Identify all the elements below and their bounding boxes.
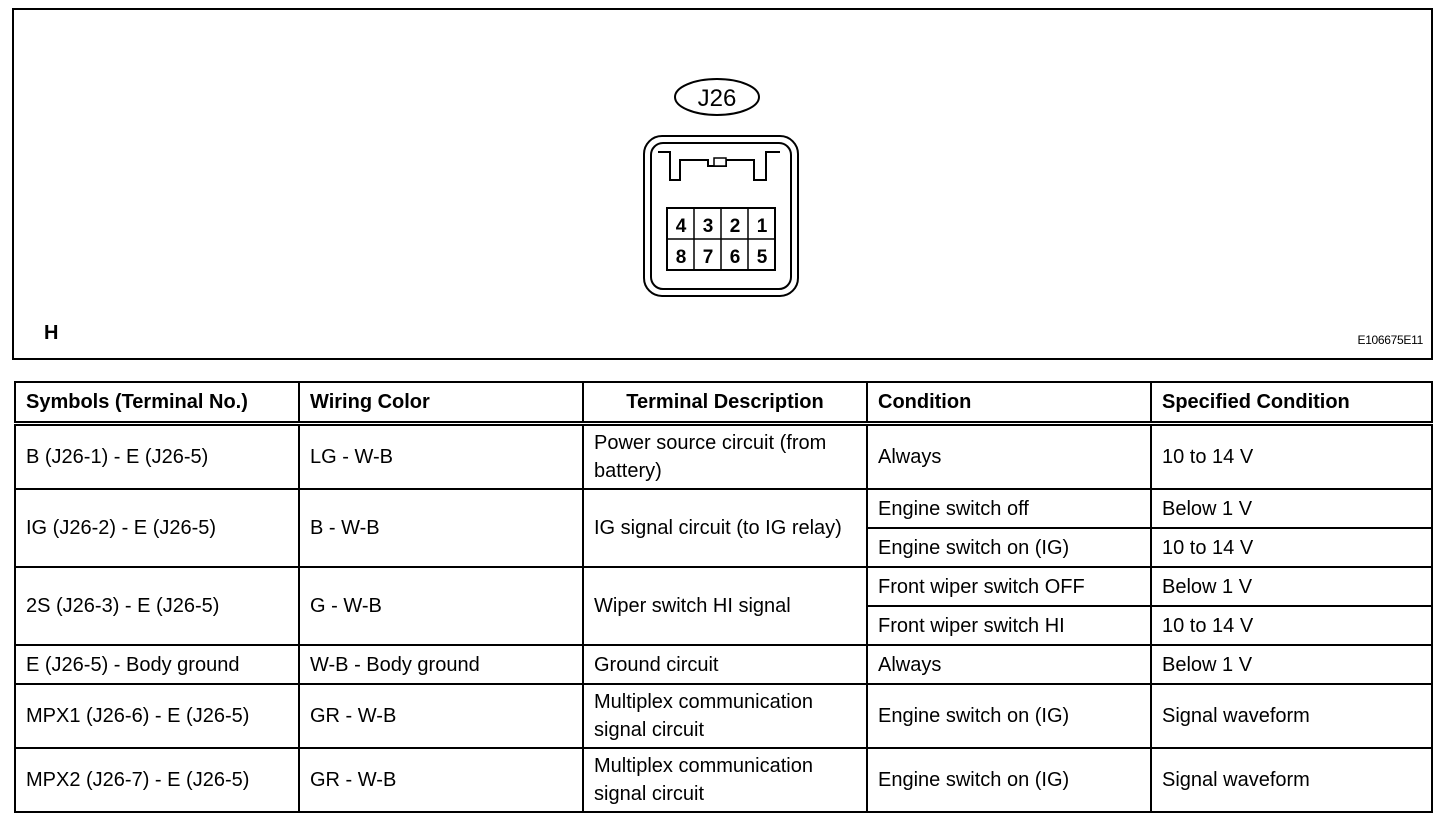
header-symbols: Symbols (Terminal No.) (15, 382, 299, 424)
table-row (15, 748, 1432, 812)
cell-symbol: B (J26-1) - E (J26-5) (15, 424, 299, 490)
header-specified-condition: Specified Condition (1151, 382, 1432, 424)
cell-specified: Below 1 V (1151, 489, 1432, 528)
terminal-label: 2 (729, 216, 741, 237)
header-condition: Condition (867, 382, 1151, 424)
connector-drawing (14, 10, 1431, 358)
cell-condition: Always (867, 424, 1151, 490)
header-wiring-color: Wiring Color (299, 382, 583, 424)
terminal-label: 4 (675, 216, 687, 237)
connector-label: J26 (697, 85, 737, 112)
cell-wiring: GR - W-B (299, 684, 583, 748)
cell-specified: 10 to 14 V (1151, 606, 1432, 645)
terminal-label: 3 (702, 216, 714, 237)
cell-condition: Front wiper switch HI (867, 606, 1151, 645)
table-row (15, 645, 1432, 684)
cell-condition: Engine switch on (IG) (867, 748, 1151, 812)
table-header-row (15, 382, 1432, 424)
cell-condition: Always (867, 645, 1151, 684)
cell-description: Multiplex communication signal circuit (583, 684, 867, 748)
table-row (15, 567, 1432, 606)
cell-specified: 10 to 14 V (1151, 424, 1432, 490)
terminal-label: 8 (675, 247, 687, 268)
cell-symbol: 2S (J26-3) - E (J26-5) (15, 567, 299, 645)
figure-code: E106675E11 (1357, 333, 1423, 347)
cell-specified: Signal waveform (1151, 748, 1432, 812)
cell-symbol: MPX2 (J26-7) - E (J26-5) (15, 748, 299, 812)
cell-specified: Below 1 V (1151, 567, 1432, 606)
cell-description: IG signal circuit (to IG relay) (583, 489, 867, 567)
cell-condition: Engine switch off (867, 489, 1151, 528)
cell-condition: Engine switch on (IG) (867, 684, 1151, 748)
terminal-label: 6 (729, 247, 741, 268)
header-terminal-description: Terminal Description (583, 382, 867, 424)
cell-specified: Signal waveform (1151, 684, 1432, 748)
terminal-grid (667, 208, 775, 270)
table-row (15, 489, 1432, 528)
cell-description: Wiper switch HI signal (583, 567, 867, 645)
cell-wiring: B - W-B (299, 489, 583, 567)
table-row (15, 684, 1432, 748)
terminal-label: 7 (702, 247, 714, 268)
cell-wiring: G - W-B (299, 567, 583, 645)
cell-description: Power source circuit (from battery) (583, 424, 867, 490)
table-row (15, 424, 1432, 490)
cell-condition: Front wiper switch OFF (867, 567, 1151, 606)
cell-symbol: E (J26-5) - Body ground (15, 645, 299, 684)
view-letter: H (44, 322, 59, 344)
cell-specified: Below 1 V (1151, 645, 1432, 684)
terminal-label: 1 (756, 216, 768, 237)
cell-wiring: W-B - Body ground (299, 645, 583, 684)
terminal-label: 5 (756, 247, 768, 268)
cell-description: Multiplex communication signal circuit (583, 748, 867, 812)
connector-diagram (12, 8, 1433, 360)
cell-description: Ground circuit (583, 645, 867, 684)
cell-specified: 10 to 14 V (1151, 528, 1432, 567)
cell-wiring: GR - W-B (299, 748, 583, 812)
cell-symbol: MPX1 (J26-6) - E (J26-5) (15, 684, 299, 748)
cell-symbol: IG (J26-2) - E (J26-5) (15, 489, 299, 567)
terminal-spec-table (14, 381, 1433, 813)
cell-wiring: LG - W-B (299, 424, 583, 490)
latch-tab (714, 158, 726, 166)
cell-condition: Engine switch on (IG) (867, 528, 1151, 567)
